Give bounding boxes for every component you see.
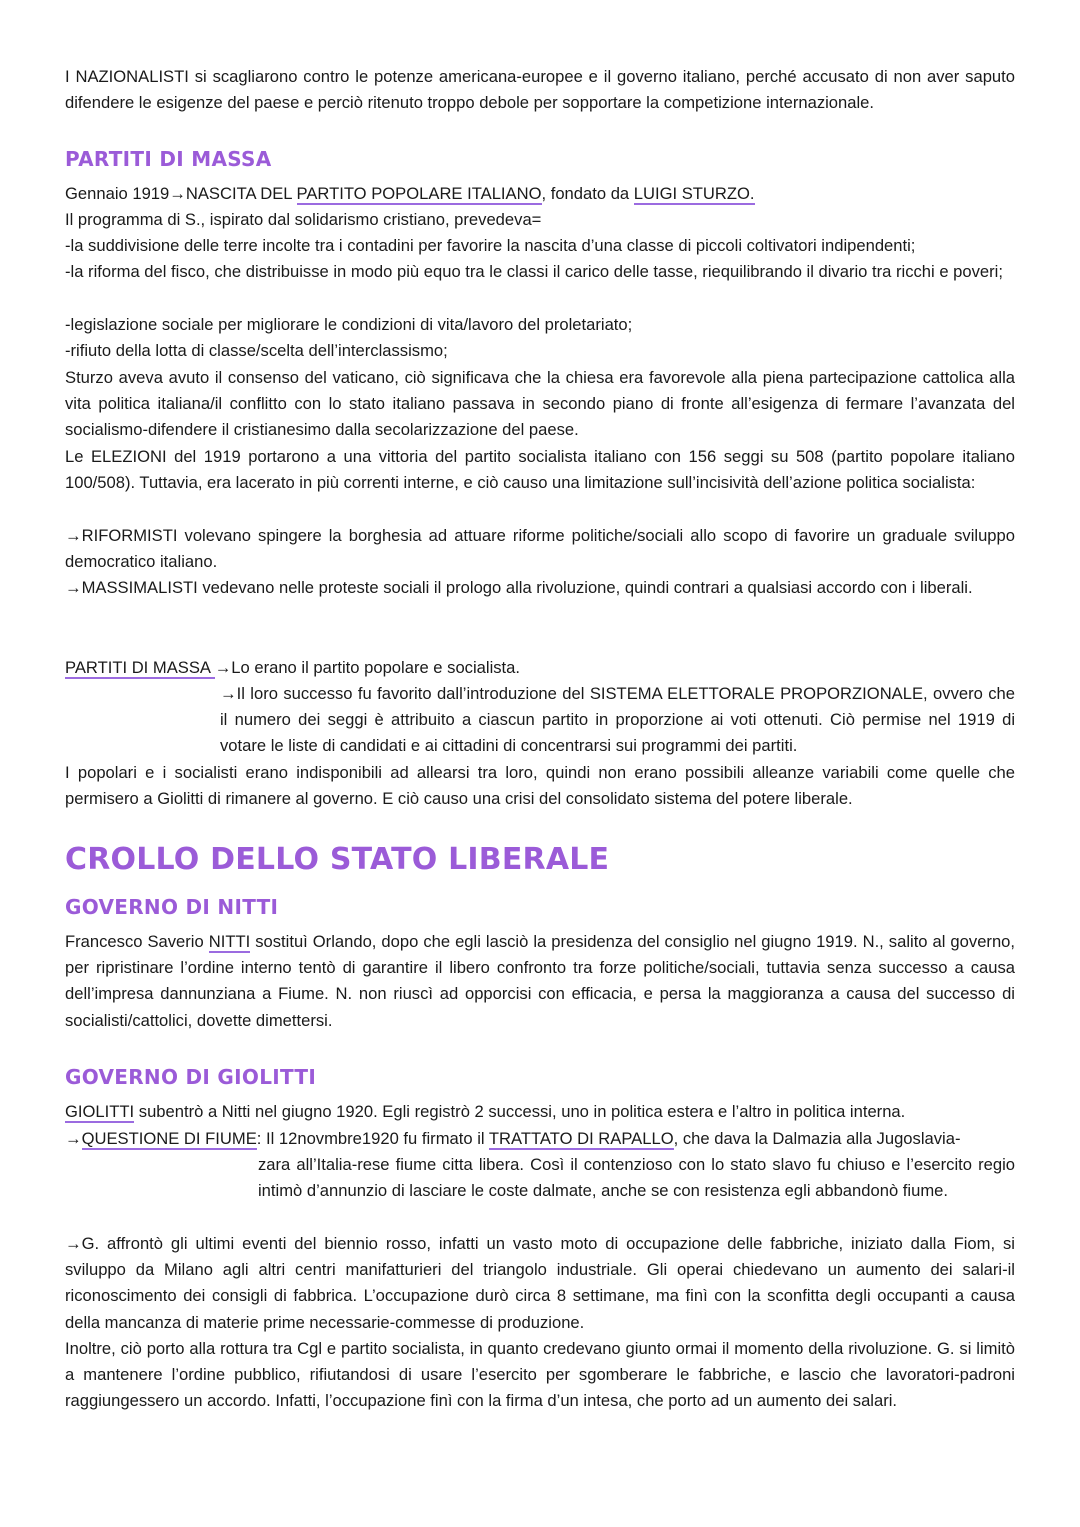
program-intro: Il programma di S., ispirato dal solidarismo cristiano, prevedeva= bbox=[65, 210, 542, 229]
massa-label: PARTITI DI MASSA bbox=[65, 658, 215, 677]
ppi-mid: , fondato da bbox=[541, 184, 634, 203]
massa-arrow-2: →Il loro successo fu favorito dall’introduzione del SISTEMA ELETTORALE PROPORZIONALE, ovvero che il numero dei seggi è attribuito a ciascun partito in proporzione ai voti ottenuti. Ciò permise nel 1919 di votare le liste di candidati e ai cittadini di concentrarsi sui programmi dei partiti. bbox=[220, 684, 1015, 756]
heading-partiti-di-massa: PARTITI DI MASSA bbox=[65, 147, 272, 171]
fiume-text-b: , che dava la Dalmazia alla Jugoslavia- bbox=[673, 1129, 961, 1148]
fiume-arrow: → bbox=[65, 1129, 82, 1148]
biennio-paragraph: →G. affrontò gli ultimi eventi del biennio rosso, infatti un vasto moto di occupazione delle fabbriche, iniziato dalla Fiom, si sviluppo da Milano agli altri centri manifatturieri del triangolo industriale. Gli operai chiedevano un aumento dei salari-il riconoscimento dei consigli di fabbrica. L’occupazione durò circa 8 settimane, ma finì con la sconfitta degli occupanti a causa della mancanza di materie prime necessarie-commesse di produzione. bbox=[65, 1234, 1015, 1332]
nationalists-paragraph: I NAZIONALISTI si scagliarono contro le potenze americana-europee e il governo italiano, perché accusato di non aver saputo difendere le esigenze del paese e perciò ritenuto troppo debole per sopportare la competizione internazionale. bbox=[65, 67, 1015, 113]
massa-conclusion: I popolari e i socialisti erano indisponibili ad allearsi tra loro, quindi non erano possibili alleanze variabili come quelle che permisero a Giolitti di rimanere al governo. E ciò causo una crisi del consolidato sistema del potere liberale. bbox=[65, 763, 1015, 809]
rapallo-treaty: TRATTATO DI RAPALLO bbox=[488, 1129, 674, 1148]
ppi-founder-name: LUIGI STURZO. bbox=[633, 184, 755, 203]
elections-paragraph: Le ELEZIONI del 1919 portarono a una vittoria del partito socialista italiano con 156 seggi su 508 (partito popolare italiano 100/508). Tuttavia, era lacerato in più correnti interne, e ciò causo una limitazione sull’incisività dell’azione politica socialista: bbox=[65, 447, 1015, 493]
rottura-paragraph: Inoltre, ciò porto alla rottura tra Cgl e partito socialista, in quanto credevano giunto ormai il momento della rivoluzione. G. si limitò a mantenere l’ordine pubblico, rifiutandosi di usare l’esercito per sgomberare le fabbriche, e lascio che lavoratori-padroni raggiungessero un accordo. Infatti, l’occupazione finì con la firma d’un intesa, che porto ad un aumento dei salari. bbox=[65, 1339, 1015, 1411]
fiume-label: QUESTIONE DI FIUME bbox=[81, 1129, 257, 1148]
ppi-founding-line bbox=[65, 181, 1015, 207]
giolitti-intro-text: subentrò a Nitti nel giugno 1920. Egli registrò 2 successi, uno in politica estera e l’altro in politica interna. bbox=[134, 1102, 906, 1121]
ppi-party-name: PARTITO POPOLARE ITALIANO bbox=[296, 184, 542, 203]
nitti-paragraph bbox=[65, 929, 1015, 1034]
program-item-2: -la riforma del fisco, che distribuisse in modo più equo tra le classi il carico delle tasse, riequilibrando il divario tra ricchi e poveri; bbox=[65, 262, 1003, 281]
giolitti-intro bbox=[65, 1099, 1015, 1125]
ppi-prefix: Gennaio 1919→NASCITA DEL bbox=[65, 184, 297, 203]
fiume-continuation: zara all’Italia-rese fiume citta libera. Così il contenzioso con lo stato slavo fu chiuso e l’esercito regio intimò d’annunzio di lasciare le coste dalmate, anche se con resistenza egli abbandonò fiume. bbox=[258, 1155, 1015, 1201]
massa-arrow-1: →Lo erano il partito popolare e socialista. bbox=[214, 658, 521, 677]
nitti-name: NITTI bbox=[208, 932, 251, 951]
giolitti-name: GIOLITTI bbox=[65, 1102, 135, 1121]
heading-giolitti: GOVERNO DI GIOLITTI bbox=[65, 1065, 317, 1089]
program-item-3: -legislazione sociale per migliorare le condizioni di vita/lavoro del proletariato; bbox=[65, 315, 633, 334]
program-item-4: -rifiuto della lotta di classe/scelta dell’interclassismo; bbox=[65, 341, 448, 360]
massa-label-line bbox=[65, 655, 1015, 681]
program-item-1: -la suddivisione delle terre incolte tra i contadini per favorire la nascita d’una classe di piccoli coltivatori indipendenti; bbox=[65, 236, 916, 255]
nitti-post: sostituì Orlando, dopo che egli lasciò la presidenza del consiglio nel giugno 1919. N., salito al governo, per ripristinare l’ordine interno tentò di garantire il libero confronto tra forze politiche/sociali, tuttavia senza successo a causa dell’impresa dannunziana a Fiume. N. non riuscì ad opporcisi con efficacia, e persa la maggioranza a causa del successo di socialisti/cattolici, dovette dimettersi. bbox=[65, 932, 1016, 1030]
massimalisti-paragraph: →MASSIMALISTI vedevano nelle proteste sociali il prologo alla rivoluzione, quindi contrari a qualsiasi accordo con i liberali. bbox=[65, 578, 973, 597]
heading-nitti: GOVERNO DI NITTI bbox=[65, 895, 279, 919]
nitti-pre: Francesco Saverio bbox=[65, 932, 209, 951]
riformisti-paragraph: →RIFORMISTI volevano spingere la borghesia ad attuare riforme politiche/sociali allo scopo di favorire un graduale sviluppo democratico italiano. bbox=[65, 526, 1015, 572]
fiume-text-a: : Il 12novmbre1920 fu firmato il bbox=[256, 1129, 489, 1148]
vatican-paragraph: Sturzo aveva avuto il consenso del vaticano, ciò significava che la chiesa era favorevole alla piena partecipazione cattolica alla vita politica italiana/il conflitto con lo stato italiano passava in secondo piano di fronte all’esigenza di fermare l’avanzata del socialismo-difendere il cristianesimo dalla secolarizzazione del paese. bbox=[65, 368, 1015, 440]
fiume-line bbox=[65, 1126, 1015, 1152]
heading-crollo: CROLLO DELLO STATO LIBERALE bbox=[65, 842, 610, 877]
